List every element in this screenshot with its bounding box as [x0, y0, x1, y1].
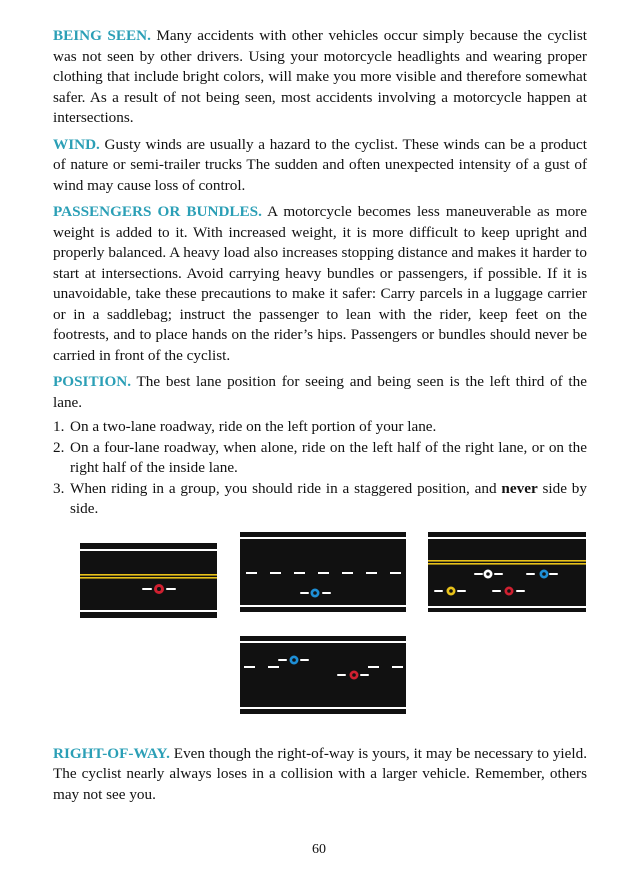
- text-position: The best lane position for seeing and being seen is the left third of the lane.: [53, 373, 587, 411]
- paragraph-wind: [53, 135, 587, 197]
- center-line: [80, 577, 217, 579]
- center-line: [428, 560, 586, 562]
- list-item-emphasis: never: [501, 479, 538, 497]
- heading-position: POSITION.: [53, 373, 132, 390]
- heading-being-seen: BEING SEEN.: [53, 27, 151, 44]
- heading-wind: WIND.: [53, 135, 100, 153]
- road-surface: [80, 543, 217, 618]
- list-item-number: 3.: [53, 479, 65, 497]
- list-item: [53, 438, 587, 479]
- road-surface: [240, 636, 406, 714]
- text-right-of-way: Even though the right-of-way is yours, it may be necessary to yield. The cyclist nearly always loses in a collision with a larger vehicle. Remember, others may not see you.: [53, 744, 587, 803]
- list-item: [53, 479, 587, 520]
- heading-right-of-way: RIGHT-OF-WAY.: [53, 744, 170, 762]
- two-lane-road-diagram: [80, 543, 217, 618]
- lane-position-diagrams: [53, 532, 587, 732]
- edge-line: [80, 610, 217, 612]
- paragraph-being-seen: [53, 26, 587, 129]
- edge-line: [80, 549, 217, 551]
- center-line: [428, 563, 586, 565]
- text-passengers: A motorcycle becomes less maneuverable as more weight is added to it. With increased weight, it is more difficult to keep upright and properly balanced. A heavy load also increases stopping distance and makes it harder to start at intersections. Avoid carrying heavy bundles or passengers, if possible. If it is unavoidable, take these precautions to make it safer: Carry parcels in a luggage carrier or in a saddlebag; instruct the passenger to lean with the rider, keep feet on the footrests, and to place hands on the rider’s hips. Passengers or bundles should never be carried in front of the cyclist.: [53, 203, 587, 364]
- page-number: 60: [312, 842, 326, 857]
- paragraph-position: [53, 372, 587, 413]
- list-item-text-after: side by side.: [70, 479, 587, 517]
- edge-line: [240, 641, 406, 643]
- edge-line: [240, 537, 406, 539]
- four-lane-road-diagram-inside: [240, 636, 406, 714]
- paragraph-right-of-way: [53, 744, 587, 806]
- page-content: [53, 26, 587, 811]
- edge-line: [428, 606, 586, 608]
- text-being-seen: Many accidents with other vehicles occur simply because the cyclist was not seen by other drivers. Using your motorcycle headlights and wearing proper clothing that include bright colors, will make you more visible and therefore somewhat safer. As a result of not being seen, most accidents involving a motorcycle happen at intersections.: [53, 27, 587, 126]
- center-line: [80, 574, 217, 576]
- list-item-number: 1.: [53, 418, 65, 435]
- text-wind: Gusty winds are usually a hazard to the cyclist. These winds can be a product of nature or semi-trailer trucks The sudden and often unexpected intensity of a gust of wind may cause loss of control.: [53, 135, 587, 194]
- heading-passengers: PASSENGERS OR BUNDLES.: [53, 203, 262, 220]
- list-item-text: On a four-lane roadway, when alone, ride on the left half of the right lane, or on the right half of the inside lane.: [70, 438, 587, 476]
- group-riding-diagram: [428, 532, 586, 612]
- list-item-number: 2.: [53, 438, 65, 456]
- edge-line: [240, 605, 406, 607]
- edge-line: [240, 707, 406, 709]
- position-list: [53, 417, 587, 520]
- list-item-text: On a two-lane roadway, ride on the left portion of your lane.: [70, 418, 437, 435]
- four-lane-road-diagram-alone: [240, 532, 406, 612]
- list-item-text-before: When riding in a group, you should ride in a staggered position, and: [70, 479, 502, 497]
- road-surface: [428, 532, 586, 612]
- list-item: [53, 417, 587, 438]
- paragraph-passengers: [53, 202, 587, 366]
- edge-line: [428, 537, 586, 539]
